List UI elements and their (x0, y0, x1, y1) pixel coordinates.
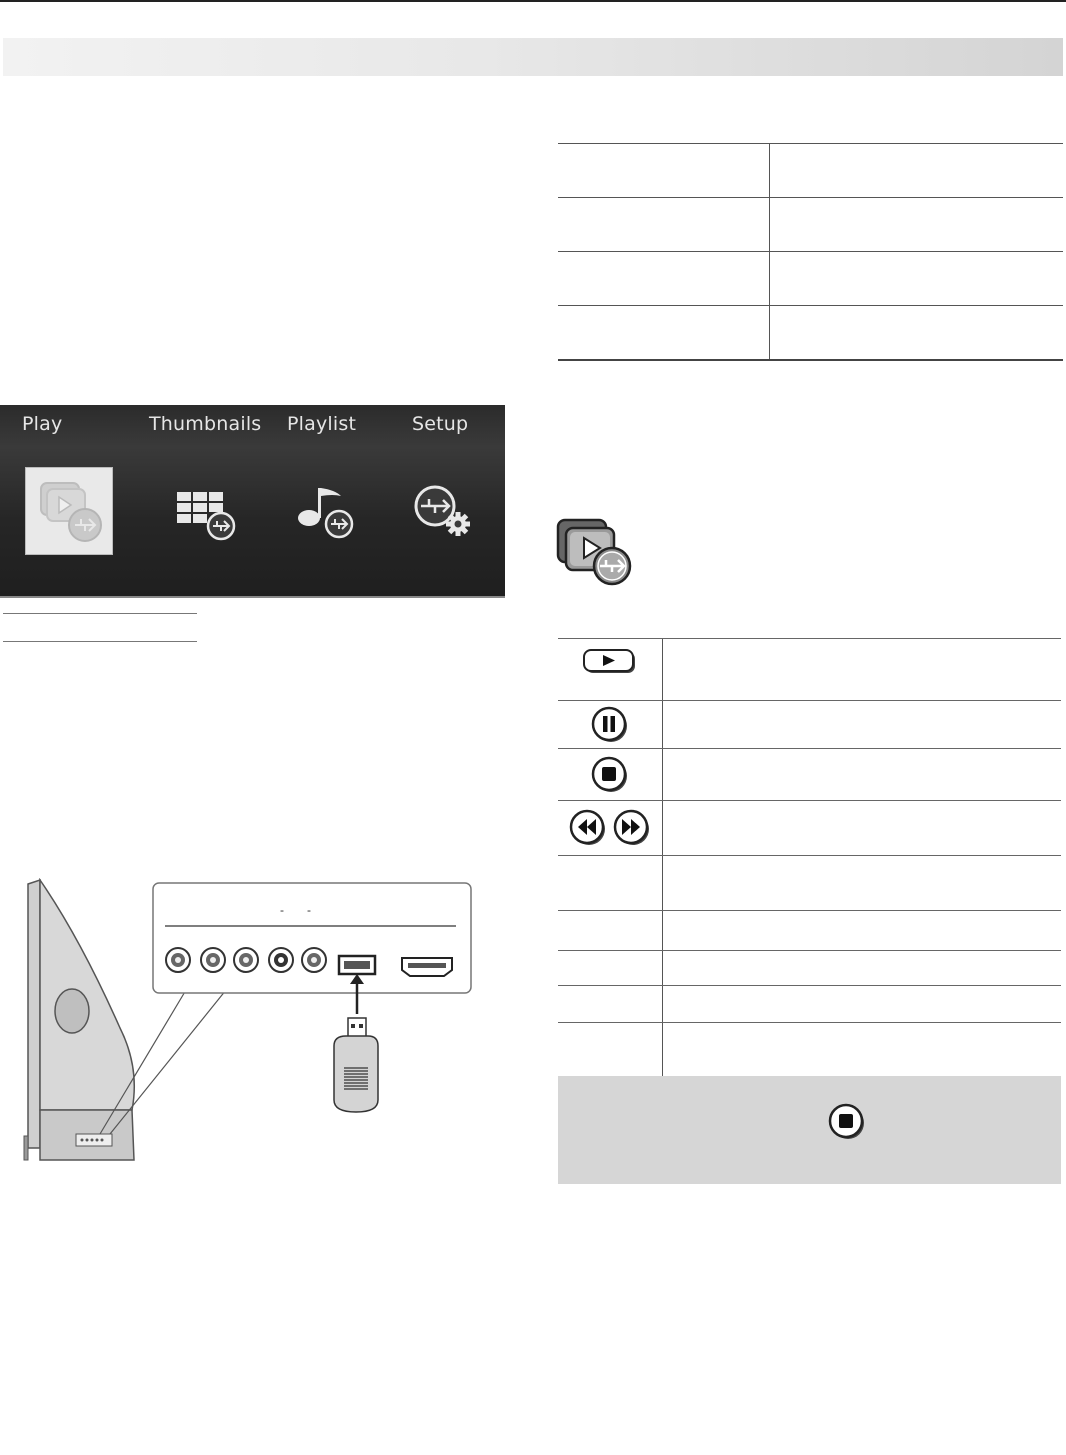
usb-connection-diagram (20, 878, 480, 1168)
table-row (558, 910, 1061, 950)
play-usb-icon (556, 518, 636, 593)
pause-button-icon (591, 706, 629, 744)
music-usb-icon (285, 472, 361, 548)
table-row (558, 855, 1061, 910)
play-usb-icon (31, 473, 107, 549)
menu-label-play: Play (22, 413, 63, 435)
table-row (558, 985, 1061, 1022)
table-row (558, 700, 1061, 748)
caption-rule (3, 641, 197, 642)
table-row (558, 748, 1061, 800)
table-row (558, 800, 1061, 855)
menu-label-setup: Setup (412, 413, 469, 435)
table-row (558, 950, 1061, 985)
menu-item-playlist[interactable] (280, 467, 366, 553)
fast-forward-icon (613, 809, 651, 847)
section-header-bar (3, 38, 1063, 76)
table-row (558, 197, 1063, 251)
menu-item-thumbnails[interactable] (160, 467, 246, 553)
stop-button-icon (591, 756, 629, 794)
table-row (558, 305, 1063, 361)
menu-item-setup[interactable] (398, 467, 484, 553)
usb-media-menu (0, 405, 505, 598)
table-row (558, 638, 1061, 700)
thumbnails-usb-icon (165, 472, 241, 548)
menu-label-thumbnails: Thumbnails (149, 413, 262, 435)
stop-button-icon (828, 1103, 866, 1141)
note-box (558, 1076, 1061, 1184)
table-row (558, 143, 1063, 197)
panel-mark: - (307, 903, 311, 917)
panel-mark: - (280, 903, 284, 917)
rewind-icon (569, 809, 607, 847)
playback-controls-table (558, 638, 1061, 1083)
settings-table (558, 143, 1063, 361)
caption-rule (3, 613, 197, 614)
menu-label-playlist: Playlist (287, 413, 357, 435)
top-rule (0, 0, 1066, 2)
menu-item-play[interactable] (25, 467, 113, 555)
usb-gear-icon (403, 472, 479, 548)
table-row (558, 251, 1063, 305)
table-row (558, 1022, 1061, 1083)
play-button-icon (583, 649, 637, 675)
